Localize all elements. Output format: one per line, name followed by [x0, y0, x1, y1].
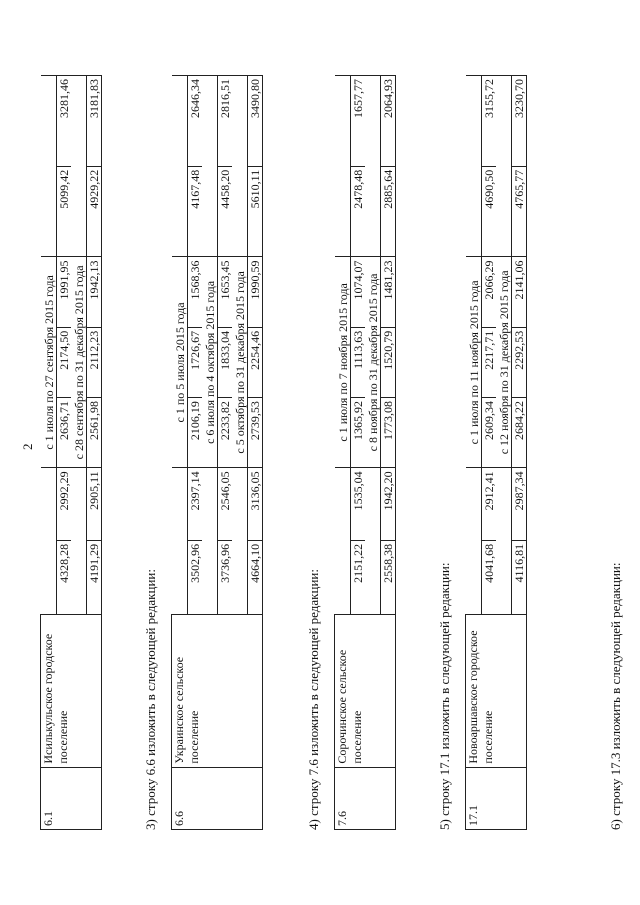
blank-cell	[172, 468, 188, 614]
period-label: с 6 июля по 4 октября 2015 года	[202, 257, 218, 468]
tariff-value: 2546,05	[217, 468, 232, 541]
tariff-value: 3736,96	[217, 540, 232, 614]
blank-cell	[365, 76, 381, 257]
tariff-value: 2558,38	[380, 540, 395, 614]
tariff-value: 3181,83	[86, 76, 101, 167]
row-code: 6.6	[172, 767, 263, 829]
blank-cell	[41, 468, 57, 614]
period-label: с 28 сентября по 31 декабря 2015 года	[71, 257, 87, 468]
blank-cell	[335, 76, 351, 257]
blank-cell	[202, 76, 218, 257]
tariff-value: 2636,71	[56, 398, 71, 468]
blank-cell	[496, 468, 512, 614]
tariff-value: 1113,63	[350, 327, 365, 397]
tariff-value: 2112,23	[86, 327, 101, 397]
tariff-value: 2233,82	[217, 398, 232, 468]
tariff-value: 2151,22	[350, 540, 365, 614]
tariff-value: 1568,36	[187, 257, 202, 327]
tariff-value: 4167,48	[187, 166, 202, 257]
tariff-value: 1833,04	[217, 327, 232, 397]
tariff-value: 2064,93	[380, 76, 395, 167]
tariff-value: 2609,34	[481, 398, 496, 468]
row-code: 17.1	[466, 767, 527, 829]
period-label: с 12 ноября по 31 декабря 2015 года	[496, 257, 512, 468]
blank-cell	[71, 468, 87, 614]
tariff-value: 4041,68	[481, 540, 496, 614]
tariff-value: 2292,53	[511, 327, 526, 397]
tariff-table	[465, 75, 527, 830]
blank-cell	[496, 76, 512, 257]
tariff-value: 4765,77	[511, 166, 526, 257]
tariff-value: 1535,04	[350, 468, 365, 541]
tariff-value: 2106,19	[187, 398, 202, 468]
blank-cell	[172, 76, 188, 257]
instruction-text: 4) строку 7.6 изложить в следующей редакции:	[306, 569, 321, 830]
settlement-name: Сорочинское сельское поселение	[335, 614, 396, 767]
tariff-value: 2141,06	[511, 257, 526, 327]
tariff-value: 3230,70	[511, 76, 526, 167]
period-label: с 8 ноября по 31 декабря 2015 года	[365, 257, 381, 468]
row-code: 7.6	[335, 767, 396, 829]
blank-cell	[466, 468, 482, 614]
period-band-row	[335, 76, 351, 830]
tariff-table	[334, 75, 396, 830]
tariff-value: 2646,34	[187, 76, 202, 167]
tariff-value: 1520,79	[380, 327, 395, 397]
tariff-value: 4116,81	[511, 540, 526, 614]
instruction-text: 5) строку 17.1 изложить в следующей редакции:	[437, 562, 452, 830]
tariff-value: 1657,77	[350, 76, 365, 167]
period-band-row	[466, 76, 482, 830]
tariff-value: 2739,53	[247, 398, 262, 468]
tariff-value: 2905,11	[86, 468, 101, 541]
settlement-name: Новоаршавское городское поселение	[466, 614, 527, 767]
tariff-value: 3155,72	[481, 76, 496, 167]
blank-cell	[365, 468, 381, 614]
period-label: с 1 июля по 11 ноября 2015 года	[466, 257, 482, 468]
page-number: 2	[20, 443, 35, 450]
settlement-name: Исилькульское городское поселение	[41, 614, 102, 767]
tariff-value: 1942,13	[86, 257, 101, 327]
tariff-value: 3490,80	[247, 76, 262, 167]
period-label: с 1 июля по 7 ноября 2015 года	[335, 257, 351, 468]
tariff-value: 1773,08	[380, 398, 395, 468]
tariff-value: 2254,46	[247, 327, 262, 397]
tariff-value: 2217,71	[481, 327, 496, 397]
tariff-value: 3136,05	[247, 468, 262, 541]
blank-cell	[71, 76, 87, 257]
instruction-text: 3) строку 6.6 изложить в следующей редакции:	[143, 569, 158, 830]
tariff-value: 5610,11	[247, 166, 262, 257]
tariff-value: 1991,95	[56, 257, 71, 327]
tariff-table	[40, 75, 102, 830]
tariff-value: 2987,34	[511, 468, 526, 541]
tariff-value: 4191,29	[86, 540, 101, 614]
tariff-value: 4328,28	[56, 540, 71, 614]
blank-cell	[232, 468, 248, 614]
instruction-text-final: 6) строку 17.3 изложить в следующей редакции:	[608, 562, 623, 830]
settlement-name: Украинское сельское поселение	[172, 614, 263, 767]
tariff-value: 3502,96	[187, 540, 202, 614]
tariff-value: 1726,67	[187, 327, 202, 397]
blank-cell	[41, 76, 57, 257]
blank-cell	[232, 76, 248, 257]
blank-cell	[466, 76, 482, 257]
tariff-value: 2816,51	[217, 76, 232, 167]
tariff-value: 4458,20	[217, 166, 232, 257]
tariff-value: 1990,59	[247, 257, 262, 327]
period-label: с 5 октября по 31 декабря 2015 года	[232, 257, 248, 468]
tariff-table	[171, 75, 263, 830]
tariff-value: 1942,20	[380, 468, 395, 541]
period-band-row	[172, 76, 188, 830]
period-label: с 1 по 5 июля 2015 года	[172, 257, 188, 468]
tariff-value: 1074,07	[350, 257, 365, 327]
tariff-value: 2397,14	[187, 468, 202, 541]
tariff-value: 1653,45	[217, 257, 232, 327]
tariff-value: 4690,50	[481, 166, 496, 257]
tariff-value: 5099,42	[56, 166, 71, 257]
tariff-value: 2885,64	[380, 166, 395, 257]
tariff-value: 1365,92	[350, 398, 365, 468]
blank-cell	[335, 468, 351, 614]
tariff-value: 2478,48	[350, 166, 365, 257]
tariff-value: 2992,29	[56, 468, 71, 541]
tariff-value: 2066,29	[481, 257, 496, 327]
tariff-value: 2912,41	[481, 468, 496, 541]
period-band-row	[41, 76, 57, 830]
tariff-value: 4929,22	[86, 166, 101, 257]
row-code: 6.1	[41, 767, 102, 829]
tariff-value: 2174,50	[56, 327, 71, 397]
tariff-value: 4664,10	[247, 540, 262, 614]
blank-cell	[202, 468, 218, 614]
tariff-value: 3281,46	[56, 76, 71, 167]
tariff-value: 2561,98	[86, 398, 101, 468]
tariff-value: 2684,22	[511, 398, 526, 468]
period-label: с 1 июля по 27 сентября 2015 года	[41, 257, 57, 468]
tariff-value: 1481,23	[380, 257, 395, 327]
